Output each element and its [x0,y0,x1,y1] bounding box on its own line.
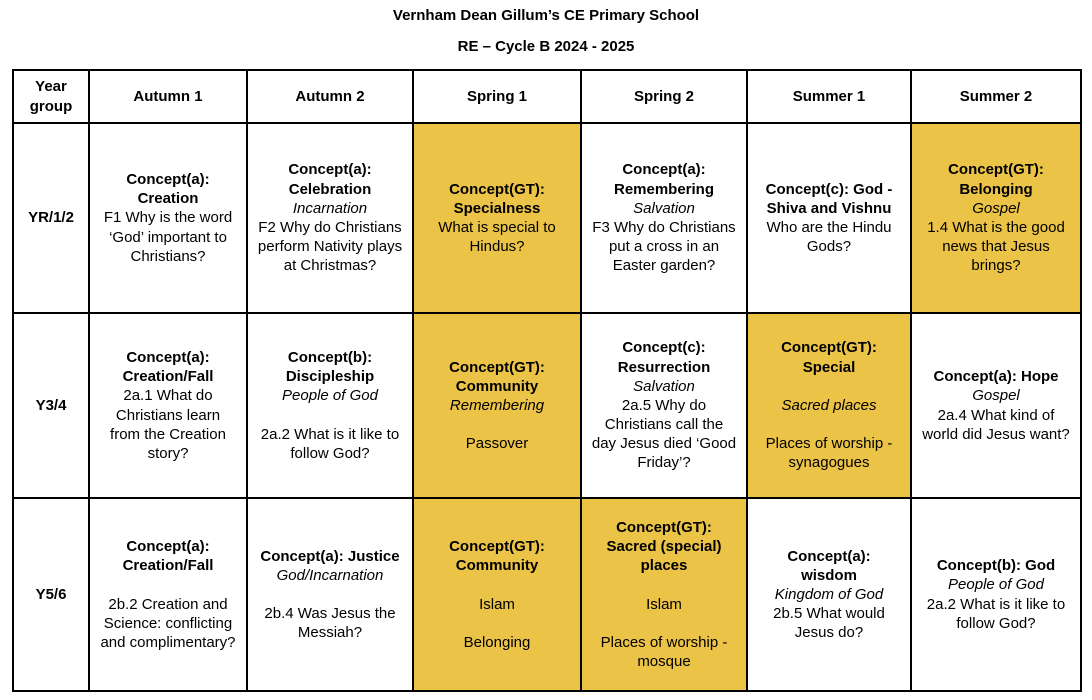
table-cell [911,123,1081,313]
cell-line: Special [802,358,856,376]
table-cell [747,498,911,691]
cell-line: 1.4 What is the good news that Jesus brings? [927,219,1065,275]
cell-line: Concept(a): Justice [260,547,400,565]
cell-line: Gospel [972,387,1020,405]
table-cell [413,123,581,313]
cell-line [591,575,737,594]
table-cell [247,313,413,498]
cell-line: Concept(a): [622,161,706,179]
cell-line: 2b.2 Creation and Science: conflicting and complimentary? [100,595,236,651]
cell-line [99,575,237,594]
cell-line: Concept(GT): [449,358,545,376]
table-row [13,313,1081,498]
cell-line: Creation/Fall [122,368,214,386]
cell-line: Community [455,557,539,575]
cell-line: Concept(c): [622,339,706,357]
cell-line: Islam [646,595,682,613]
cell-line: 2a.4 What kind of world did Jesus want? [922,406,1070,443]
cell-line: People of God [282,387,378,405]
cell-line: Places of worship - mosque [600,633,728,671]
cell-line: Sacred places [781,396,877,414]
cell-line: Belonging [463,633,531,651]
cell-line: Who are the Hindu Gods? [766,219,892,256]
curriculum-table [12,69,1082,692]
table-cell [581,123,747,313]
cell-line: Incarnation [292,199,368,217]
cell-line [423,415,571,434]
table-cell [747,123,911,313]
cell-line: F2 Why do Christians perform Nativity plays at Christmas? [257,219,403,275]
cell-line [757,415,901,434]
column-header: Spring 1 [413,70,581,123]
table-cell [247,498,413,691]
table-cell [911,313,1081,498]
table-cell [89,498,247,691]
cell-line: Concept(b): [287,348,373,366]
cell-line: Salvation [633,199,695,217]
year-group-cell: Y5/6 [13,498,89,691]
table-cell [413,498,581,691]
table-row [13,123,1081,313]
cell-line [591,614,737,633]
cell-line: Community [455,377,539,395]
school-title: Vernham Dean Gillum’s CE Primary School [392,7,700,24]
cell-line: Salvation [633,377,695,395]
cell-line: Concept(c): God - Shiva and Vishnu [765,180,893,217]
column-header: Spring 2 [581,70,747,123]
cell-line: Specialness [453,199,541,217]
column-header: Autumn 1 [89,70,247,123]
cell-line: Creation [137,190,199,208]
cell-line: Concept(a): [288,161,372,179]
document-subtitle: RE – Cycle B 2024 - 2025 [457,38,635,55]
cell-line: Concept(a): Hope [933,368,1059,386]
cell-line: Celebration [288,180,372,198]
table-cell [581,498,747,691]
column-header: Summer 2 [911,70,1081,123]
cell-line: Remembering [613,180,715,198]
cell-line: Concept(a): [787,547,871,565]
table-row [13,498,1081,691]
cell-line: Concept(GT): [781,339,877,357]
column-header: Year group [13,70,89,123]
cell-line: 2a.5 Why do Christians call the day Jesus died ‘Good Friday’? [591,396,737,472]
cell-line: Concept(a): [126,537,210,555]
table-header-row [13,70,1081,123]
cell-line: Concept(b): God [936,557,1056,575]
table-body [13,123,1081,691]
table-cell [247,123,413,313]
cell-line: Remembering [449,396,545,414]
cell-line: Concept(GT): [449,537,545,555]
year-group-cell: Y3/4 [13,313,89,498]
table-cell [89,313,247,498]
cell-line: 2a.2 What is it like to follow God? [260,425,400,462]
cell-line: Concept(a): [126,171,210,189]
cell-line: 2a.1 What do Christians learn from the Creation story? [110,387,226,462]
table-cell [747,313,911,498]
cell-line: Places of worship - synagogues [765,435,893,472]
cell-line: F3 Why do Christians put a cross in an Easter garden? [592,219,736,275]
cell-line: wisdom [801,566,857,584]
cell-line: Belonging [959,180,1033,198]
cell-line: Islam [479,595,515,613]
cell-line: Resurrection [617,358,711,376]
title-block [0,7,1092,56]
table-cell [89,123,247,313]
cell-line: Concept(GT): [616,518,712,536]
cell-line: What is special to Hindus? [438,219,556,256]
cell-line: F1 Why is the word ‘God’ important to Christians? [103,209,233,265]
cell-line: Gospel [972,199,1020,217]
cell-line: 2b.5 What would Jesus do? [773,605,885,642]
cell-line: Sacred (special) places [606,537,722,575]
cell-line: Concept(GT): [449,180,545,198]
cell-line [423,614,571,633]
column-header: Summer 1 [747,70,911,123]
cell-line: Concept(GT): [948,161,1044,179]
cell-line [423,575,571,594]
cell-line: 2a.2 What is it like to follow God? [926,595,1066,632]
cell-line: Creation/Fall [122,557,214,575]
cell-line: Kingdom of God [774,585,884,603]
table-cell [581,313,747,498]
cell-line [757,377,901,396]
cell-line: Discipleship [285,368,375,386]
cell-line: God/Incarnation [276,566,384,584]
cell-line [257,585,403,604]
table-cell [911,498,1081,691]
table-cell [413,313,581,498]
cell-line: Passover [465,435,529,453]
column-header: Autumn 2 [247,70,413,123]
cell-line: People of God [948,576,1044,594]
cell-line: Concept(a): [126,348,210,366]
cell-line: 2b.4 Was Jesus the Messiah? [264,605,396,642]
year-group-cell: YR/1/2 [13,123,89,313]
cell-line [257,406,403,425]
